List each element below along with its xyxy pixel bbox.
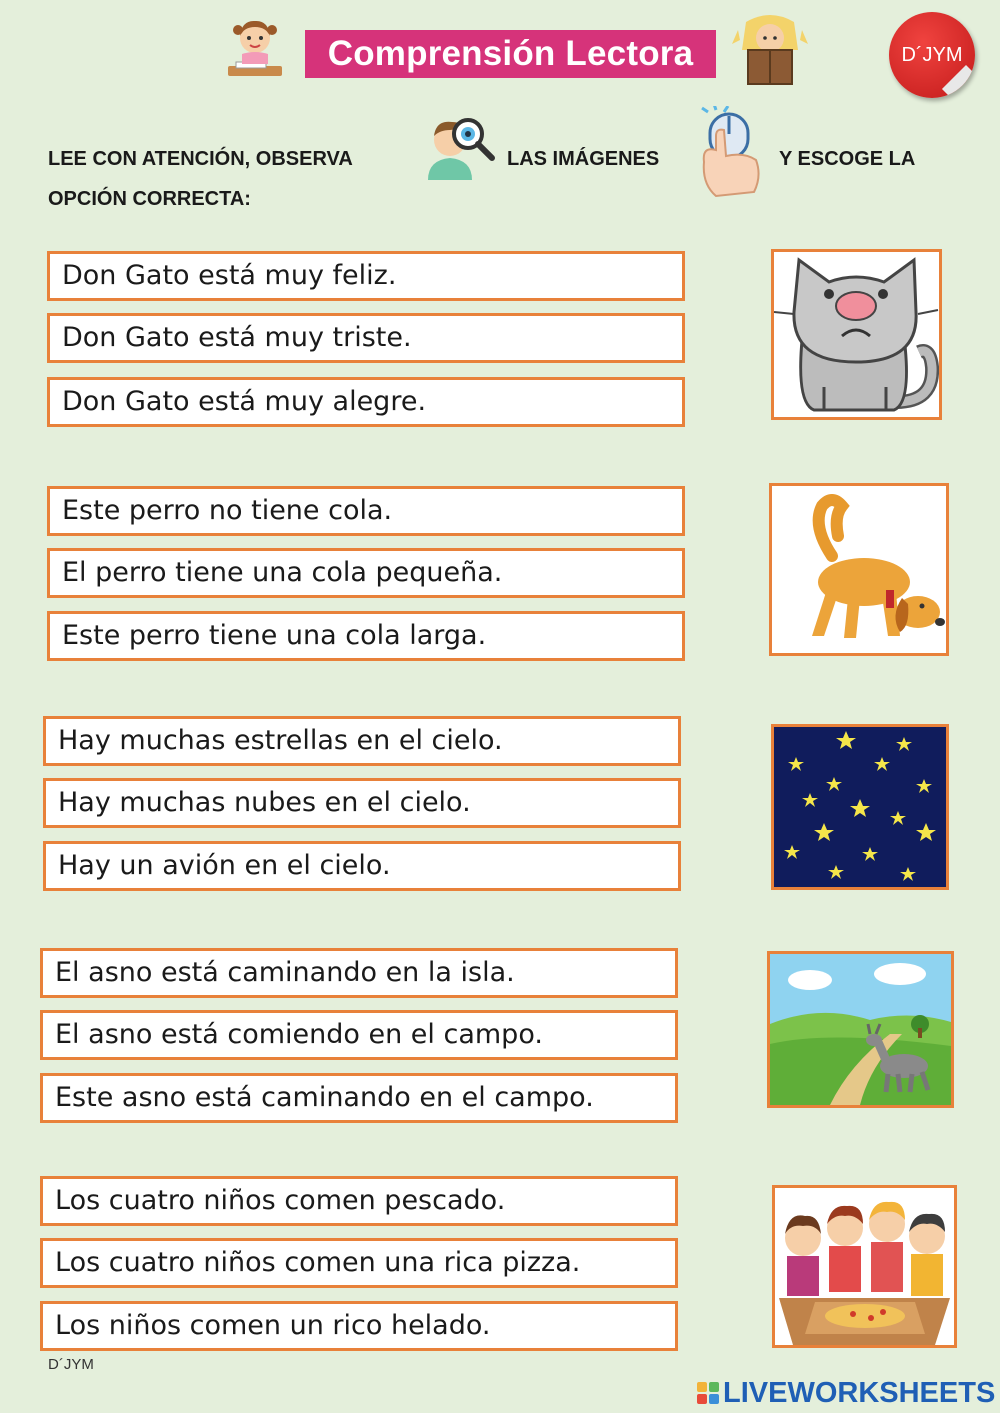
q5-option-2[interactable]: Los cuatro niños comen una rica pizza. [40, 1238, 678, 1288]
q5-option-1[interactable]: Los cuatro niños comen pescado. [40, 1176, 678, 1226]
mouse-click-icon [698, 106, 768, 200]
q5-option-3[interactable]: Los niños comen un rico helado. [40, 1301, 678, 1351]
girl-writing-icon [222, 14, 288, 80]
dog-image [769, 483, 949, 656]
sad-cat-image [771, 249, 942, 420]
liveworksheets-mark-icon [697, 1382, 719, 1404]
q3-option-2[interactable]: Hay muchas nubes en el cielo. [43, 778, 681, 828]
q1-option-3[interactable]: Don Gato está muy alegre. [47, 377, 685, 427]
footer-credit: D´JYM [48, 1356, 94, 1373]
djym-badge: D´JYM [889, 12, 975, 98]
liveworksheets-brand: LIVEWORKSHEETS [723, 1376, 996, 1409]
q4-option-3[interactable]: Este asno está caminando en el campo. [40, 1073, 678, 1123]
instruction-line-2: OPCIÓN CORRECTA: [48, 188, 251, 210]
q1-option-2[interactable]: Don Gato está muy triste. [47, 313, 685, 363]
q2-option-3[interactable]: Este perro tiene una cola larga. [47, 611, 685, 661]
donkey-field-image [767, 951, 954, 1108]
instruction-part-3: Y ESCOGE LA [779, 148, 916, 170]
instruction-part-1: LEE CON ATENCIÓN, OBSERVA [48, 148, 353, 170]
liveworksheets-logo[interactable] [697, 1376, 995, 1410]
q2-option-1[interactable]: Este perro no tiene cola. [47, 486, 685, 536]
kids-pizza-image [772, 1185, 957, 1348]
q3-option-1[interactable]: Hay muchas estrellas en el cielo. [43, 716, 681, 766]
q2-option-2[interactable]: El perro tiene una cola pequeña. [47, 548, 685, 598]
page-title: Comprensión Lectora [305, 30, 716, 78]
q1-option-1[interactable]: Don Gato está muy feliz. [47, 251, 685, 301]
q4-option-2[interactable]: El asno está comiendo en el campo. [40, 1010, 678, 1060]
instruction-part-2: LAS IMÁGENES [507, 148, 660, 170]
girl-reading-icon [728, 10, 812, 86]
magnifying-glass-boy-icon [420, 110, 498, 180]
q4-option-1[interactable]: El asno está caminando en la isla. [40, 948, 678, 998]
q3-option-3[interactable]: Hay un avión en el cielo. [43, 841, 681, 891]
starry-sky-image [771, 724, 949, 890]
